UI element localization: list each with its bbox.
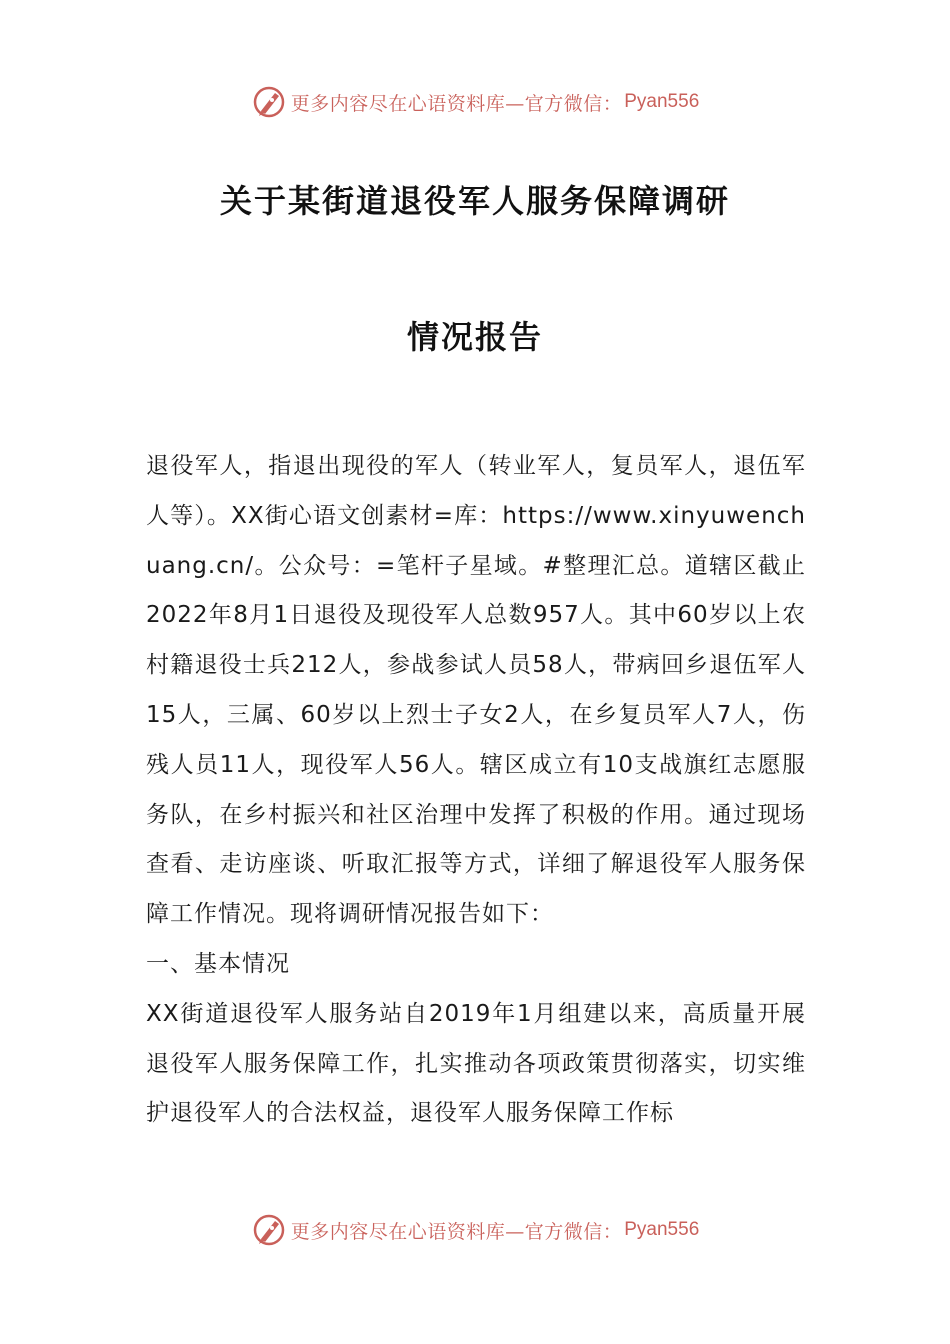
header-watermark-banner: [0, 82, 950, 122]
body-paragraph-service-station: XX街道退役军人服务站自2019年1月组建以来，高质量开展退役军人服务保障工作，扎实推动各项政策贯彻落实，切实维护退役军人的合法权益，退役军人服务保障工作标: [146, 1000, 806, 1127]
document-title-line-2: 情况报告: [406, 318, 543, 356]
footer-banner-text: 更多内容尽在心语资料库—官方微信：: [290, 1220, 623, 1243]
pen-logo-icon: [251, 84, 287, 120]
footer-banner-id: Pyan556: [624, 1219, 700, 1240]
body-paragraph-intro: 退役军人，指退出现役的军人（转业军人，复员军人，退伍军人等）。XX街心语文创素材=库：https://www.xinyuwenchuang.cn/。公众号：=笔杆子星域。#整理汇总。道辖区截止2022年8月1日退役及现役军人总数957人。其中60岁以上农村籍退役士兵212人，参战参试人员58人，带病回乡退伍军人15人，三属、60岁以上烈士子女2人，在乡复员军人7人，伤残人员11人，现役军人56人。辖区成立有10支战旗红志愿服务队，在乡村振兴和社区治理中发挥了积极的作用。通过现场查看、走访座谈、听取汇报等方式，详细了解退役军人服务保障工作情况。现将调研情况报告如下：: [146, 453, 806, 928]
pen-logo-icon: [251, 1212, 287, 1248]
header-banner-id: Pyan556: [624, 91, 700, 112]
document-body: [146, 442, 806, 1139]
header-banner-text: 更多内容尽在心语资料库—官方微信：: [290, 92, 623, 115]
footer-watermark-banner: [0, 1210, 950, 1250]
section-heading-basic-situation: 一、基本情况: [146, 950, 290, 977]
document-title-line-1: 关于某街道退役军人服务保障调研: [219, 182, 730, 220]
